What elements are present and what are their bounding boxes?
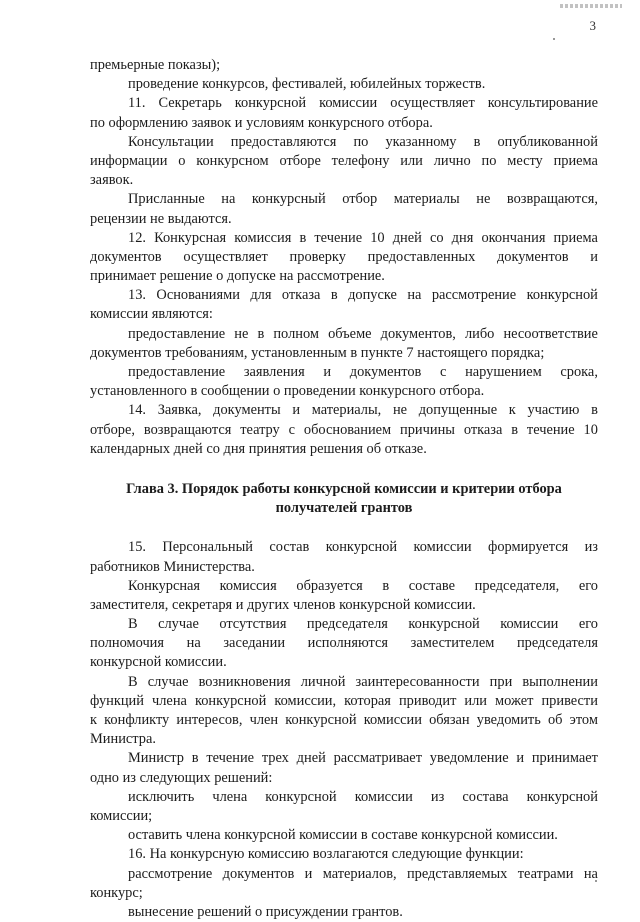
text-line: к конфликту интересов, член конкурсной комиссии обязан уведомить об этом — [90, 712, 598, 729]
text-line: конкурс; — [90, 884, 143, 901]
paragraph — [90, 538, 598, 576]
text-line: установленного в сообщении о проведении конкурсного отбора. — [90, 383, 485, 400]
text-line: Конкурсная комиссия образуется в составе председателя, его — [128, 577, 598, 594]
paragraph — [90, 826, 598, 845]
chapter-heading-line: Глава 3. Порядок работы конкурсной комиссии и критерии отбора — [126, 480, 562, 497]
paragraph — [90, 401, 598, 459]
text-line: 11. Секретарь конкурсной комиссии осуществляет консультирование — [128, 95, 598, 112]
text-line: заместителя, секретаря и других членов конкурсной комиссии. — [90, 596, 476, 613]
text-line: комиссии; — [90, 807, 153, 824]
text-line: Министр в течение трех дней рассматривает уведомление и принимает — [128, 750, 598, 767]
text-line: оставить члена конкурсной комиссии в составе конкурсной комиссии. — [128, 827, 558, 844]
page-number: 3 — [589, 18, 596, 33]
paragraph — [90, 190, 598, 228]
text-line: предоставление не в полном объеме документов, либо несоответствие — [128, 325, 598, 342]
text-line: одно из следующих решений: — [90, 769, 273, 786]
paragraph — [90, 615, 598, 673]
text-line: документов осуществляет проверку предоставленных документов и — [90, 248, 598, 265]
text-line: заявок. — [90, 172, 134, 189]
text-line: 16. На конкурсную комиссию возлагаются следующие функции: — [128, 846, 524, 863]
document-body — [90, 56, 598, 922]
text-line: Консультации предоставляются по указанному в опубликованной — [128, 133, 598, 150]
paragraph — [90, 749, 598, 787]
text-line: Министра. — [90, 731, 156, 748]
paragraph — [90, 286, 598, 324]
text-line: полномочия на заседании исполняются заместителем председателя — [90, 635, 598, 652]
paragraph — [90, 903, 598, 922]
paragraph — [90, 673, 598, 750]
text-line: премьерные показы); — [90, 57, 221, 73]
scan-artifact-dot — [553, 38, 555, 40]
text-line: 14. Заявка, документы и материалы, не допущенные к участию в — [128, 402, 598, 419]
text-line: В случае возникновения личной заинтересованности при выполнении — [128, 673, 598, 690]
text-line: информации о конкурсном отборе телефону или лично по месту приема — [90, 152, 598, 169]
text-line: 13. Основаниями для отказа в допуске на рассмотрение конкурсной — [128, 287, 598, 304]
text-line: документов требованиям, установленным в пункте 7 настоящего порядка; — [90, 344, 545, 361]
chapter-heading — [90, 480, 598, 518]
paragraph — [90, 325, 598, 363]
scan-artifact — [560, 4, 622, 8]
chapter-heading-line: получателей грантов — [275, 500, 413, 517]
text-line: принимает решение о допуске на рассмотрение. — [90, 268, 385, 285]
paragraph — [90, 94, 598, 132]
text-line: Присланные на конкурсный отбор материалы не возвращаются, — [128, 191, 598, 208]
text-line: по оформлению заявок и условиям конкурсного отбора. — [90, 114, 433, 131]
paragraph — [90, 229, 598, 287]
paragraph — [90, 75, 598, 94]
paragraph — [90, 56, 598, 75]
paragraph — [90, 865, 598, 903]
section-before-heading — [90, 56, 598, 459]
paragraph — [90, 363, 598, 401]
paragraph — [90, 133, 598, 191]
paragraph — [90, 577, 598, 615]
text-line: В случае отсутствия председателя конкурсной комиссии его — [128, 616, 598, 633]
paragraph — [90, 845, 598, 864]
text-line: конкурсной комиссии. — [90, 654, 227, 671]
text-line: календарных дней со дня принятия решения об отказе. — [90, 440, 427, 457]
text-line: отборе, возвращаются театру с обоснованием причины отказа в течение 10 — [90, 421, 598, 438]
text-line: исключить члена конкурсной комиссии из состава конкурсной — [128, 788, 598, 805]
text-line: функций члена конкурсной комиссии, которая приводит или может привести — [90, 692, 598, 709]
section-after-heading — [90, 538, 598, 922]
text-line: комиссии являются: — [90, 306, 213, 323]
text-line: рецензии не выдаются. — [90, 210, 232, 227]
text-line: проведение конкурсов, фестивалей, юбилейных торжеств. — [128, 76, 486, 93]
text-line: 12. Конкурсная комиссия в течение 10 дней со дня окончания приема — [128, 229, 598, 246]
text-line: предоставление заявления и документов с нарушением срока, — [128, 364, 598, 380]
paragraph — [90, 788, 598, 826]
text-line: 15. Персональный состав конкурсной комиссии формируется из — [128, 539, 598, 556]
text-line: работников Министерства. — [90, 558, 255, 575]
text-line: рассмотрение документов и материалов, представляемых театрами на — [128, 865, 598, 882]
text-line: вынесение решений о присуждении грантов. — [128, 903, 403, 920]
